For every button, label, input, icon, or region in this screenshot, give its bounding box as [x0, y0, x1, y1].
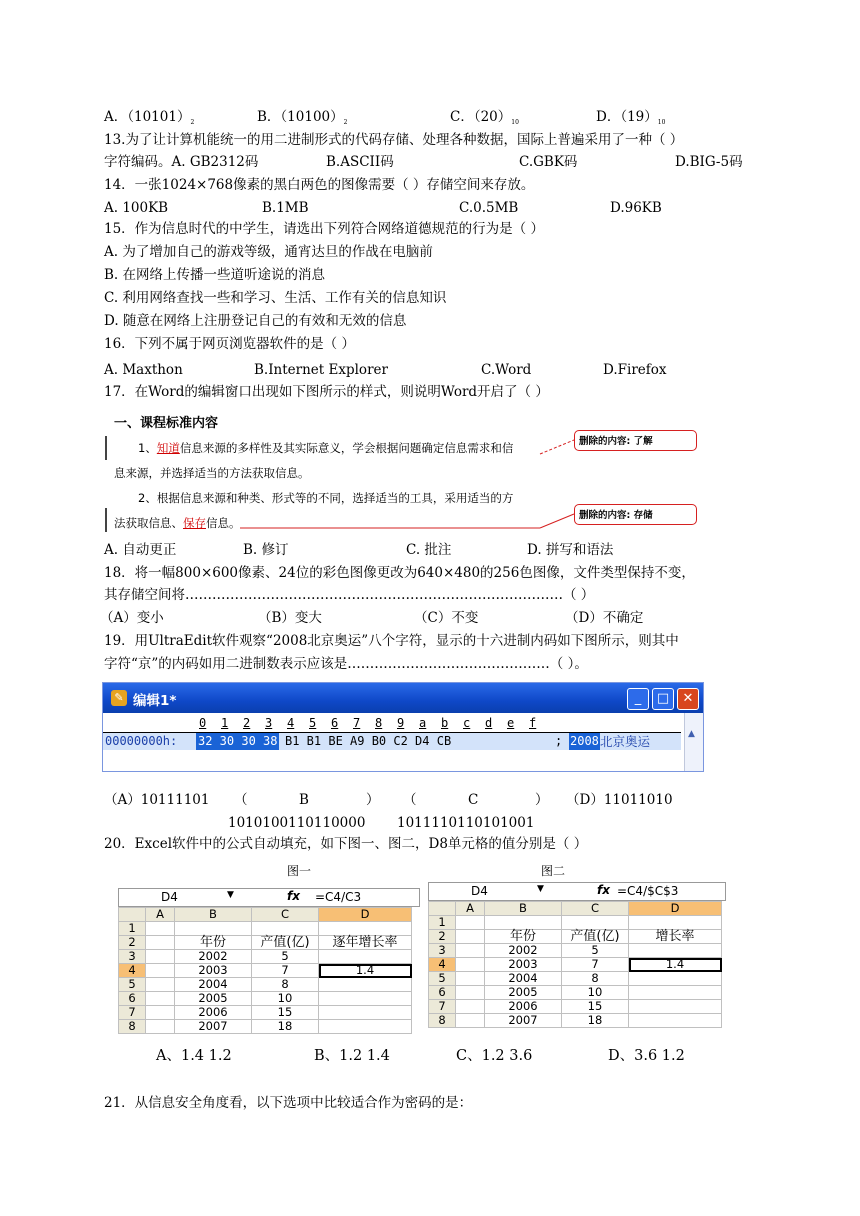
excel-sheet-2	[428, 882, 726, 1038]
q20-option-d: D、3.6 1.2	[608, 1048, 685, 1064]
close-button[interactable]: ✕	[677, 688, 699, 710]
word-line-4: 法获取信息、保存信息。	[114, 516, 241, 530]
q15-stem: 15．作为信息时代的中学生，请选出下列符合网络道德规范的行为是（ ）	[104, 221, 544, 237]
app-icon: ✎	[111, 690, 127, 706]
minimize-button[interactable]: _	[627, 688, 649, 710]
q18-line2: 其存储空间将…………………………………………………………………………（ ）	[104, 587, 595, 603]
word-line-1: 1、知道信息来源的多样性及其实际意义，学会根据问题确定信息需求和信	[138, 441, 514, 455]
dropdown-icon[interactable]: ▼	[537, 884, 544, 894]
q18-option-b: （B）变大	[258, 610, 322, 626]
q13-option-d: D.BIG-5码	[675, 154, 743, 170]
formula-text-2[interactable]: =C4/$C$3	[617, 884, 679, 898]
word-line-3: 2、根据信息来源和种类、形式等的不同，选择适当的工具，采用适当的方	[138, 491, 514, 505]
q16-stem: 16．下列不属于网页浏览器软件的是（ ）	[104, 336, 355, 352]
fx-icon: fx	[597, 883, 610, 897]
q13-stem: 13.为了让计算机能统一的用二进制形式的代码存储、处理各种数据，国际上普遍采用了一种（ ）	[104, 132, 684, 148]
q16-option-b: B.Internet Explorer	[254, 362, 388, 378]
q12-option-d: D．$(19)_{10}$	[596, 109, 666, 126]
row-offset: 00000000h:	[105, 734, 178, 748]
grid-2: A B C D 1 2 年份 产值(亿) 增长率 3 2002 5 4 2003 7 1.4 5 2004 8 6 2005 10 7 2006 15 8 2007 18	[428, 901, 722, 1028]
q20-option-a: A、1.4 1.2	[156, 1048, 232, 1064]
q13-option-b: B.ASCII码	[326, 154, 394, 170]
formula-bar-2	[428, 882, 726, 901]
hex-selected: 32 30 30 38	[198, 734, 278, 748]
q14-option-b: B.1MB	[262, 200, 309, 216]
vertical-scrollbar[interactable]	[684, 713, 703, 771]
name-box-2[interactable]: D4	[471, 884, 488, 898]
ascii-separator: ;	[555, 734, 563, 748]
q16-option-d: D.Firefox	[603, 362, 667, 378]
fx-icon: fx	[287, 889, 300, 903]
formula-text-1[interactable]: =C4/C3	[315, 890, 362, 904]
q19-option-c-label: C	[468, 792, 479, 808]
deleted-balloon-2: 删除的内容: 存储	[574, 504, 697, 525]
hex-rest: B1 B1 BE A9 B0 C2 D4 CB	[285, 734, 452, 748]
q19-option-b-close: ）	[366, 792, 380, 808]
q17-stem: 17．在Word的编辑窗口出现如下图所示的样式，则说明Word开启了（ ）	[104, 384, 549, 400]
q20-option-b: B、1.2 1.4	[314, 1048, 390, 1064]
q19-option-b-label: B	[299, 792, 309, 808]
q20-stem: 20．Excel软件中的公式自动填充，如下图一、图二，D8单元格的值分别是（ ）	[104, 836, 588, 852]
hex-row[interactable]	[103, 732, 681, 750]
q12-option-a: A．$(10101)_2$	[104, 109, 195, 126]
maximize-button[interactable]: □	[652, 688, 674, 710]
q19-option-c-value: 1011110110101001	[397, 815, 535, 831]
grid-1: A B C D 1 2 年份 产值(亿) 逐年增长率 3 2002 5 4 2003 7 1.4 5 2004 8 6 2005 10 7 2006 15 8 2007 18	[118, 907, 412, 1034]
q16-option-c: C.Word	[481, 362, 532, 378]
q19-option-d: （D）11011010	[566, 792, 673, 808]
q19-option-a: （A）10111101	[104, 792, 210, 808]
word-line-2: 息来源，并选择适当的方法获取信息。	[114, 466, 310, 480]
q18-stem: 18．将一幅800×600像素、24位的彩色图像更改为640×480的256色图像，文件类型保持不变，	[104, 565, 695, 581]
name-box-1[interactable]: D4	[161, 890, 178, 904]
figure-2-title: 图二	[541, 864, 566, 878]
q19-line2: 字符“京”的内码如用二进制数表示应该是………………………………………（ ）。	[104, 656, 588, 672]
scroll-up-icon[interactable]: ▲	[688, 729, 695, 739]
q13-option-c: C.GBK码	[519, 154, 578, 170]
excel-sheet-1	[118, 888, 420, 1038]
word-heading: 一、课程标准内容	[114, 416, 219, 431]
q21-stem: 21．从信息安全角度看，以下选项中比较适合作为密码的是：	[104, 1095, 473, 1111]
q17-option-c: C. 批注	[406, 542, 452, 558]
word-revision-figure	[100, 410, 705, 535]
q12-option-c: C．$(20)_{10}$	[450, 109, 519, 126]
q18-option-d: （D）不确定	[565, 610, 644, 626]
q19-option-b-value: 1010100110110000	[228, 815, 366, 831]
window-title: 编辑1*	[133, 693, 177, 709]
dropdown-icon[interactable]: ▼	[227, 890, 234, 900]
q19-option-c-close: ）	[535, 792, 549, 808]
q17-option-a: A. 自动更正	[104, 542, 177, 558]
active-cell-d4[interactable]: 1.4	[319, 964, 412, 978]
q17-option-b: B. 修订	[243, 542, 289, 558]
q15-option-d: D. 随意在网络上注册登记自己的有效和无效的信息	[104, 313, 407, 329]
q18-option-c: （C）不变	[414, 610, 479, 626]
q19-option-b-open: （	[234, 792, 248, 808]
q14-option-c: C.0.5MB	[459, 200, 519, 216]
q18-option-a: （A）变小	[100, 610, 164, 626]
ascii-selected: 2008	[570, 734, 599, 748]
q15-option-c: C. 利用网络查找一些和学习、生活、工作有关的信息知识	[104, 290, 447, 306]
hex-column-header: 0 1 2 3 4 5 6 7 8 9 a b c d e f	[199, 716, 537, 730]
title-bar	[103, 683, 703, 713]
q19-stem: 19．用UltraEdit软件观察“2008北京奥运”八个字符，显示的十六进制内码如下图所示，则其中	[104, 633, 679, 649]
q15-option-a: A. 为了增加自己的游戏等级，通宵达旦的作战在电脑前	[104, 244, 433, 260]
q17-option-d: D. 拼写和语法	[527, 542, 614, 558]
q19-option-c-open: （	[403, 792, 417, 808]
q14-stem: 14．一张1024×768像素的黑白两色的图像需要（ ）存储空间来存放。	[104, 177, 535, 193]
q15-option-b: B. 在网络上传播一些道听途说的消息	[104, 267, 326, 283]
active-cell-d4[interactable]: 1.4	[629, 958, 722, 972]
ascii-rest: 北京奥运	[600, 734, 651, 749]
q16-option-a: A. Maxthon	[104, 362, 183, 378]
formula-bar-1	[118, 888, 420, 907]
q13-option-a: 字符编码。A. GB2312码	[104, 154, 259, 170]
q14-option-a: A. 100KB	[104, 200, 169, 216]
q12-option-b: B．$(10100)_2$	[257, 109, 348, 126]
deleted-balloon-1: 删除的内容: 了解	[574, 430, 697, 451]
q20-option-c: C、1.2 3.6	[456, 1048, 533, 1064]
figure-1-title: 图一	[287, 864, 312, 878]
q14-option-d: D.96KB	[610, 200, 662, 216]
ultraedit-window	[102, 682, 704, 772]
